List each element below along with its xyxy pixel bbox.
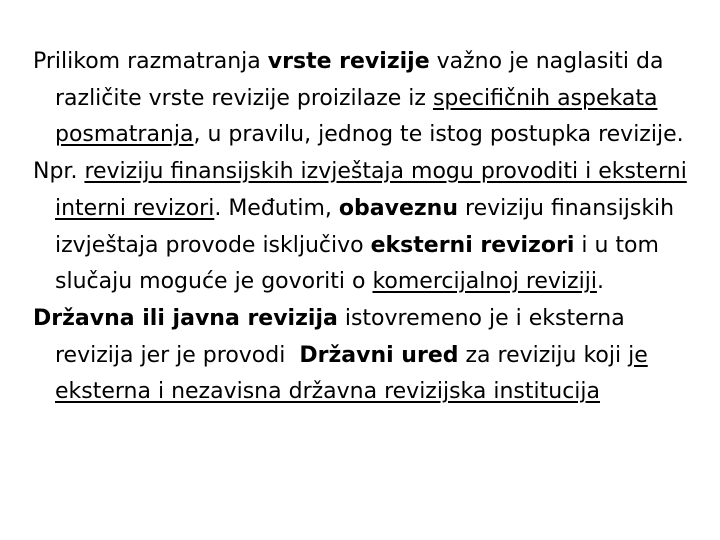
- underlined-phrase: komercijalnoj reviziji: [372, 269, 597, 295]
- underlined-phrase: specifičnih aspekata posmatranja: [55, 85, 658, 148]
- text-segment: reviziju finansijskih izvještaja provode isključivo: [55, 195, 675, 258]
- text-segment: . Međutim,: [214, 195, 339, 221]
- text-segment: i u tom slučaju moguće je govoriti o: [55, 232, 659, 295]
- paragraph-revision-types: [33, 44, 693, 154]
- underlined-phrase: reviziju finansijskih izvještaja mogu provoditi i eksterni interni revizori: [55, 159, 687, 221]
- bold-term-drzavna-revizija: Državna ili javna revizija: [33, 305, 338, 331]
- text-segment: istovremeno je i eksterna revizija jer je provodi: [55, 305, 632, 368]
- text-segment: .: [596, 269, 604, 295]
- text-segment: važno je naglasiti da različite vrste revizije proizilaze iz: [55, 49, 664, 111]
- bold-term-vrste-revizije: vrste revizije: [267, 49, 430, 74]
- bold-term-eksterni-revizori: eksterni revizori: [370, 232, 575, 258]
- bold-term-obaveznu: obaveznu: [338, 195, 459, 221]
- text-segment: Npr.: [33, 159, 85, 185]
- text-segment: , u pravilu, jednog te istog postupka revizije.: [193, 122, 684, 148]
- paragraph-example: [33, 154, 693, 301]
- text-segment: Prilikom razmatranja: [33, 49, 268, 74]
- body-text: [33, 44, 693, 411]
- underlined-phrase: je eksterna i nezavisna državna revizijska institucija: [55, 342, 648, 405]
- bold-term-drzavni-ured: Državni ured: [299, 342, 459, 368]
- paragraph-state-audit: [33, 301, 693, 411]
- text-segment: za reviziju koji: [458, 342, 629, 368]
